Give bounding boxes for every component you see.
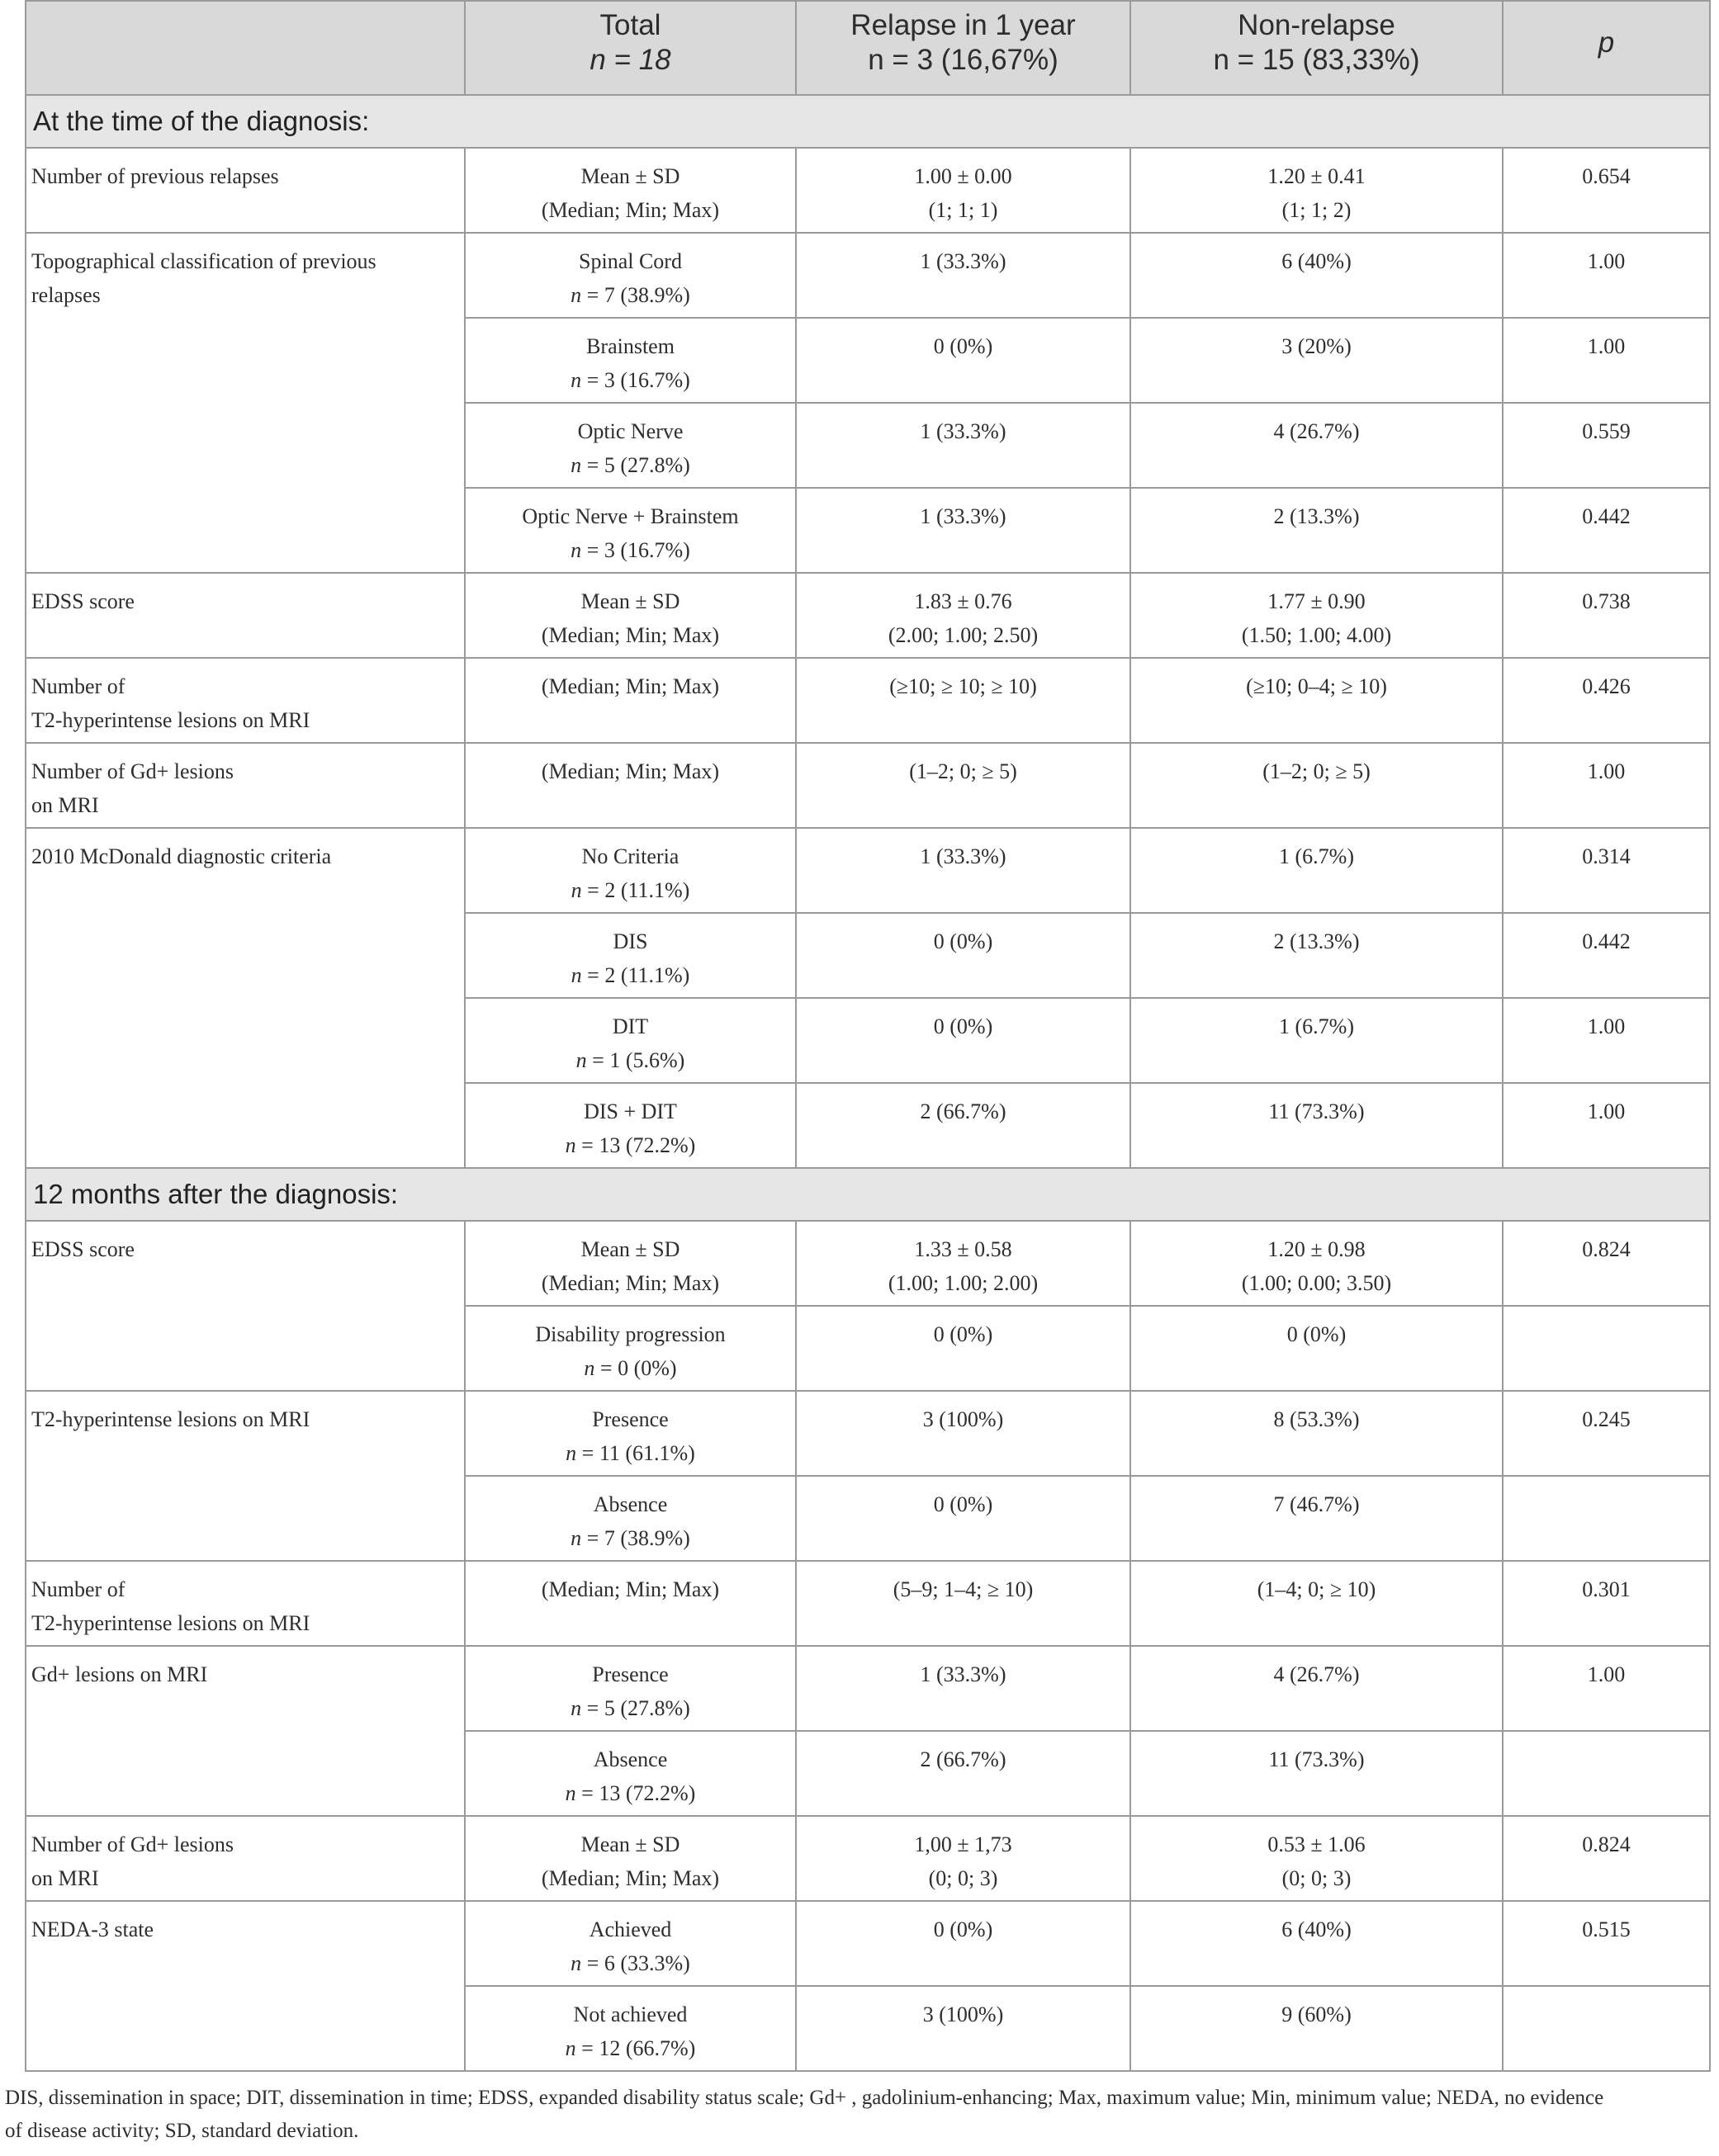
cell-total-line: n = 6 (33.3%) [571,1951,690,1975]
row-label-line: Number of [31,1577,125,1601]
cell-total-line: n = 0 (0%) [584,1356,677,1380]
cell-p-value [1503,1476,1710,1561]
cell-nonrelapse-line: 1.20 ± 0.41 [1267,164,1366,188]
table-body [26,95,1710,2071]
section-title: 12 months after the diagnosis: [26,1168,1710,1221]
cell-p-value: 0.738 [1503,573,1710,658]
cell-p-value: 1.00 [1503,233,1710,318]
table-row [26,1816,1710,1901]
cell-total [465,998,796,1083]
cell-nonrelapse-line: 3 (20%) [1281,334,1352,358]
cell-nonrelapse [1130,1731,1503,1816]
cell-nonrelapse-line: 6 (40%) [1281,249,1352,273]
cell-total-line: n = 13 (72.2%) [565,1781,696,1805]
header-total-title: Total [599,9,661,41]
cell-p-value: 0.442 [1503,913,1710,998]
cell-relapse [796,148,1130,233]
table-row [26,1561,1710,1646]
cell-total [465,148,796,233]
row-label-line: on MRI [31,793,99,817]
cell-total-line: Spinal Cord [579,249,682,273]
row-label [26,1561,465,1646]
cell-total-line: DIS + DIT [584,1099,677,1123]
cell-relapse-line: 0 (0%) [933,1322,993,1346]
cell-p-value: 1.00 [1503,318,1710,403]
cell-total [465,233,796,318]
table-header-row [26,1,1710,95]
row-label-line: Topographical classification of previous [31,249,376,273]
cell-total-line: (Median; Min; Max) [541,1577,720,1601]
cell-total-line: Mean ± SD [580,1237,680,1261]
cell-nonrelapse-line: (1–2; 0; ≥ 5) [1262,759,1371,783]
row-label [26,1901,465,2071]
cell-nonrelapse [1130,318,1503,403]
cell-nonrelapse-line: 4 (26.7%) [1273,1662,1360,1686]
cell-total-line: Not achieved [573,2002,688,2026]
cell-relapse [796,1083,1130,1168]
cell-total-line: DIS [613,929,648,953]
cell-nonrelapse [1130,1221,1503,1306]
table-row [26,573,1710,658]
cell-total [465,1391,796,1476]
cell-nonrelapse-line: 9 (60%) [1281,2002,1352,2026]
cell-total-line: Mean ± SD [580,164,680,188]
cell-total-line: n = 5 (27.8%) [571,1696,690,1720]
cell-nonrelapse [1130,1391,1503,1476]
section-row [26,95,1710,148]
cell-total-line: Achieved [589,1917,672,1941]
cell-relapse [796,743,1130,828]
cell-total-line: n = 13 (72.2%) [565,1133,696,1157]
row-label-line: Number of Gd+ lesions [31,759,234,783]
cell-total [465,403,796,488]
cell-total [465,318,796,403]
cell-total-line: Optic Nerve + Brainstem [522,504,739,528]
cell-p-value: 1.00 [1503,1646,1710,1731]
cell-total-line: DIT [612,1014,649,1038]
cell-total [465,1986,796,2071]
cell-relapse-line: (0; 0; 3) [928,1866,998,1890]
cell-total [465,1816,796,1901]
cell-nonrelapse [1130,1816,1503,1901]
cell-nonrelapse-line: (0; 0; 3) [1281,1866,1352,1890]
header-total-n: n = 18 [590,44,671,76]
cell-relapse [796,1986,1130,2071]
section-row [26,1168,1710,1221]
row-label [26,148,465,233]
cell-relapse-line: 1.33 ± 0.58 [914,1237,1012,1261]
row-label [26,1646,465,1816]
cell-nonrelapse [1130,1901,1503,1986]
cell-relapse-line: 1 (33.3%) [920,504,1006,528]
cell-total [465,1561,796,1646]
row-label [26,828,465,1168]
cell-total-line: (Median; Min; Max) [541,198,720,222]
cell-nonrelapse-line: (≥10; 0–4; ≥ 10) [1246,674,1387,698]
cell-total [465,1901,796,1986]
cell-total-line: n = 11 (61.1%) [566,1441,695,1465]
table-row [26,828,1710,913]
footnote-line: DIS, dissemination in space; DIT, dissemination in time; EDSS, expanded disability status scale; Gd+ , gadolinium-enhancing; Max, maximum value; Min, minimum value; NEDA, no evidence [5,2087,1604,2109]
cell-total [465,573,796,658]
cell-relapse-line: 0 (0%) [933,1492,993,1516]
cell-total-line: Presence [592,1662,669,1686]
cell-nonrelapse-line: 0 (0%) [1286,1322,1347,1346]
cell-p-value: 0.515 [1503,1901,1710,1986]
cell-p-value [1503,1731,1710,1816]
cell-p-value: 0.824 [1503,1816,1710,1901]
cell-relapse [796,573,1130,658]
cell-relapse [796,1646,1130,1731]
results-table [25,0,1711,2072]
row-label-line: relapses [31,283,101,307]
cell-relapse-line: (1; 1; 1) [928,198,998,222]
row-label-line: EDSS score [31,1237,135,1261]
footnote-line: of disease activity; SD, standard deviation. [5,2120,359,2142]
row-label-line: Number of previous relapses [31,164,279,188]
cell-total-line: (Median; Min; Max) [541,623,720,647]
cell-relapse [796,658,1130,743]
cell-p-value: 0.559 [1503,403,1710,488]
cell-relapse [796,828,1130,913]
cell-nonrelapse [1130,1646,1503,1731]
cell-p-value: 0.301 [1503,1561,1710,1646]
table-row [26,658,1710,743]
row-label-line: NEDA-3 state [31,1917,154,1941]
row-label [26,1816,465,1901]
cell-total-line: Presence [592,1407,669,1431]
row-label-line: Number of Gd+ lesions [31,1832,234,1856]
row-label-line: Number of [31,674,125,698]
cell-nonrelapse-line: 1.77 ± 0.90 [1267,589,1366,613]
cell-relapse-line: 1.00 ± 0.00 [914,164,1012,188]
cell-total-line: n = 5 (27.8%) [571,453,690,477]
cell-total-line: n = 7 (38.9%) [571,283,690,307]
table-row [26,148,1710,233]
cell-total-line: n = 2 (11.1%) [571,878,690,902]
cell-total-line: Mean ± SD [580,1832,680,1856]
cell-relapse [796,1221,1130,1306]
cell-relapse [796,233,1130,318]
row-label [26,1221,465,1391]
cell-relapse-line: 2 (66.7%) [920,1747,1006,1771]
cell-total [465,743,796,828]
cell-p-value: 0.654 [1503,148,1710,233]
row-label-line: EDSS score [31,589,135,613]
cell-total-line: n = 1 (5.6%) [575,1048,685,1072]
cell-nonrelapse-line: 11 (73.3%) [1268,1099,1365,1123]
section-title: At the time of the diagnosis: [26,95,1710,148]
cell-total-line: Brainstem [586,334,675,358]
cell-total-line: Absence [593,1747,668,1771]
row-label-line: T2-hyperintense lesions on MRI [31,1611,310,1635]
cell-relapse-line: 0 (0%) [933,334,993,358]
row-label-line: Gd+ lesions on MRI [31,1662,208,1686]
cell-total-line: n = 7 (38.9%) [571,1526,690,1550]
header-relapse [796,1,1130,95]
header-total [465,1,796,95]
cell-relapse-line: 2 (66.7%) [920,1099,1006,1123]
cell-relapse [796,318,1130,403]
header-p-label: p [1598,26,1615,59]
cell-relapse [796,1901,1130,1986]
cell-relapse-line: (≥10; ≥ 10; ≥ 10) [889,674,1037,698]
cell-relapse-line: (1.00; 1.00; 2.00) [888,1271,1039,1295]
cell-nonrelapse [1130,998,1503,1083]
cell-relapse-line: 3 (100%) [922,2002,1004,2026]
cell-relapse [796,1816,1130,1901]
cell-relapse [796,488,1130,573]
cell-relapse-line: 1.83 ± 0.76 [914,589,1012,613]
cell-relapse-line: 0 (0%) [933,929,993,953]
cell-p-value: 1.00 [1503,743,1710,828]
cell-total [465,828,796,913]
cell-nonrelapse-line: 1 (6.7%) [1279,1014,1354,1038]
cell-total [465,1083,796,1168]
cell-nonrelapse-line: 7 (46.7%) [1273,1492,1360,1516]
row-label [26,743,465,828]
cell-relapse [796,1731,1130,1816]
cell-nonrelapse [1130,828,1503,913]
cell-total [465,658,796,743]
cell-nonrelapse [1130,1561,1503,1646]
cell-nonrelapse [1130,148,1503,233]
cell-total-line: (Median; Min; Max) [541,1866,720,1890]
row-label [26,233,465,573]
cell-relapse-line: 1,00 ± 1,73 [914,1832,1012,1856]
table-row [26,1221,1710,1306]
cell-nonrelapse [1130,403,1503,488]
cell-relapse [796,403,1130,488]
cell-nonrelapse [1130,488,1503,573]
cell-nonrelapse [1130,658,1503,743]
table-row [26,233,1710,318]
cell-p-value [1503,1986,1710,2071]
header-blank [26,1,465,95]
cell-total-line: Optic Nerve [577,419,684,443]
cell-total-line: Disability progression [535,1322,726,1346]
cell-nonrelapse-line: 2 (13.3%) [1273,504,1360,528]
cell-nonrelapse-line: 1 (6.7%) [1279,844,1354,868]
row-label-line: T2-hyperintense lesions on MRI [31,708,310,732]
cell-nonrelapse-line: 0.53 ± 1.06 [1267,1832,1366,1856]
cell-relapse [796,913,1130,998]
cell-nonrelapse-line: 6 (40%) [1281,1917,1352,1941]
table-row [26,1901,1710,1986]
cell-total-line: n = 3 (16.7%) [571,538,690,562]
cell-nonrelapse [1130,913,1503,998]
cell-nonrelapse-line: 1.20 ± 0.98 [1267,1237,1366,1261]
cell-nonrelapse [1130,1306,1503,1391]
row-label-line: T2-hyperintense lesions on MRI [31,1407,310,1431]
table-footnote [5,2082,1719,2148]
row-label-line: on MRI [31,1866,99,1890]
cell-relapse-line: 1 (33.3%) [920,844,1006,868]
header-nonrelapse-title: Non-relapse [1238,9,1395,41]
table-row [26,1391,1710,1476]
header-relapse-title: Relapse in 1 year [850,9,1076,41]
row-label [26,658,465,743]
cell-p-value: 0.426 [1503,658,1710,743]
cell-relapse-line: 1 (33.3%) [920,249,1006,273]
cell-nonrelapse [1130,233,1503,318]
cell-nonrelapse [1130,1986,1503,2071]
cell-relapse [796,1561,1130,1646]
cell-relapse-line: 1 (33.3%) [920,1662,1006,1686]
cell-total [465,1646,796,1731]
cell-total [465,1306,796,1391]
cell-nonrelapse [1130,1476,1503,1561]
cell-total [465,1731,796,1816]
cell-nonrelapse-line: 2 (13.3%) [1273,929,1360,953]
cell-p-value: 0.442 [1503,488,1710,573]
cell-nonrelapse-line: (1; 1; 2) [1281,198,1352,222]
cell-nonrelapse [1130,573,1503,658]
cell-total [465,913,796,998]
cell-relapse [796,1391,1130,1476]
cell-nonrelapse-line: (1–4; 0; ≥ 10) [1257,1577,1376,1601]
cell-nonrelapse-line: (1.00; 0.00; 3.50) [1241,1271,1392,1295]
cell-total [465,1476,796,1561]
cell-relapse-line: (5–9; 1–4; ≥ 10) [893,1577,1034,1601]
cell-relapse-line: 1 (33.3%) [920,419,1006,443]
row-label-line: 2010 McDonald diagnostic criteria [31,844,332,868]
cell-nonrelapse-line: (1.50; 1.00; 4.00) [1241,623,1392,647]
cell-p-value: 1.00 [1503,998,1710,1083]
cell-total [465,488,796,573]
header-nonrelapse-n: n = 15 (83,33%) [1213,44,1420,76]
cell-relapse-line: (2.00; 1.00; 2.50) [888,623,1039,647]
cell-nonrelapse-line: 8 (53.3%) [1273,1407,1360,1431]
row-label [26,573,465,658]
cell-total-line: n = 12 (66.7%) [565,2036,696,2060]
cell-total-line: (Median; Min; Max) [541,1271,720,1295]
cell-p-value: 1.00 [1503,1083,1710,1168]
cell-relapse-line: 0 (0%) [933,1917,993,1941]
header-relapse-n: n = 3 (16,67%) [868,44,1058,76]
header-nonrelapse [1130,1,1503,95]
cell-p-value: 0.245 [1503,1391,1710,1476]
cell-p-value: 0.824 [1503,1221,1710,1306]
cell-total-line: n = 3 (16.7%) [571,368,690,392]
cell-total [465,1221,796,1306]
row-label [26,1391,465,1561]
table-row [26,743,1710,828]
cell-p-value [1503,1306,1710,1391]
cell-p-value: 0.314 [1503,828,1710,913]
cell-nonrelapse [1130,743,1503,828]
cell-total-line: No Criteria [581,844,680,868]
table-row [26,1646,1710,1731]
cell-total-line: (Median; Min; Max) [541,759,720,783]
cell-relapse-line: 3 (100%) [922,1407,1004,1431]
cell-nonrelapse-line: 4 (26.7%) [1273,419,1360,443]
cell-total-line: (Median; Min; Max) [541,674,720,698]
cell-nonrelapse-line: 11 (73.3%) [1268,1747,1365,1771]
cell-relapse-line: 0 (0%) [933,1014,993,1038]
cell-total-line: n = 2 (11.1%) [571,963,690,987]
cell-total-line: Absence [593,1492,668,1516]
cell-relapse [796,998,1130,1083]
header-p [1503,1,1710,95]
cell-relapse-line: (1–2; 0; ≥ 5) [909,759,1017,783]
cell-relapse [796,1476,1130,1561]
cell-nonrelapse [1130,1083,1503,1168]
cell-total-line: Mean ± SD [580,589,680,613]
cell-relapse [796,1306,1130,1391]
